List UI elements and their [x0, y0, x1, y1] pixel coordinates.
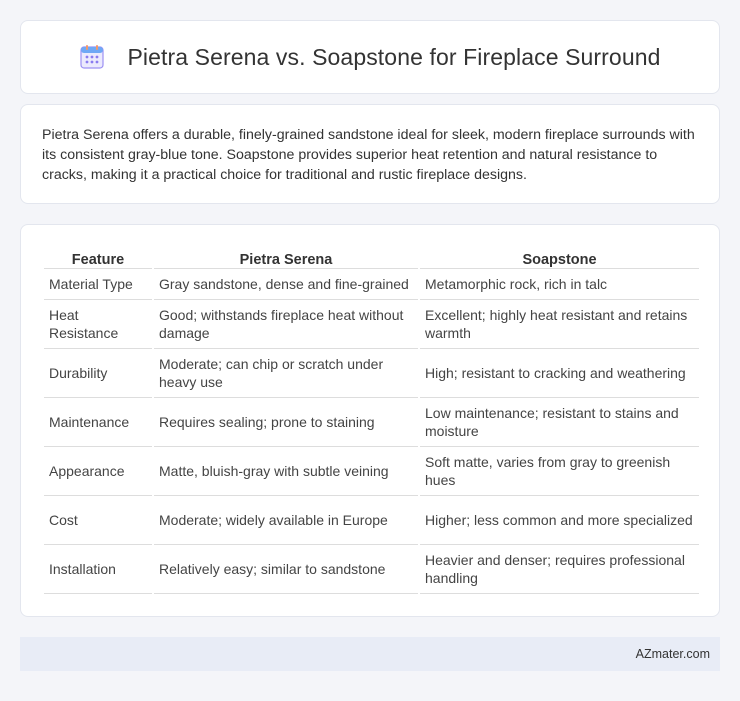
feature-cell: Cost — [44, 496, 152, 545]
page-title: Pietra Serena vs. Soapstone for Fireplace Surround — [127, 43, 661, 70]
soapstone-cell: Excellent; highly heat resistant and retains warmth — [420, 300, 699, 349]
pietra-serena-cell: Moderate; widely available in Europe — [154, 496, 418, 545]
header-soapstone: Soapstone — [420, 245, 699, 269]
footer-site-link[interactable]: AZmater.com — [635, 647, 710, 661]
pietra-serena-cell: Relatively easy; similar to sandstone — [154, 545, 418, 594]
table-row — [44, 269, 699, 300]
soapstone-cell: Low maintenance; resistant to stains and moisture — [420, 398, 699, 447]
pietra-serena-cell: Gray sandstone, dense and fine-grained — [154, 269, 418, 300]
title-row — [79, 44, 660, 71]
table-row — [44, 349, 699, 398]
intro-paragraph: Pietra Serena offers a durable, finely-grained sandstone ideal for sleek, modern fireplace surrounds with its consistent gray-blue tone. Soapstone provides superior heat retention and natural resistance to cracks, making it a practical choice for traditional and rustic fireplace designs. — [42, 127, 695, 183]
pietra-serena-cell: Moderate; can chip or scratch under heavy use — [154, 349, 418, 398]
feature-cell: Material Type — [44, 269, 152, 300]
comparison-card — [20, 224, 720, 617]
table-row — [44, 398, 699, 447]
soapstone-cell: High; resistant to cracking and weathering — [420, 349, 699, 398]
pietra-serena-cell: Matte, bluish-gray with subtle veining — [154, 447, 418, 496]
soapstone-cell: Metamorphic rock, rich in talc — [420, 269, 699, 300]
pietra-serena-cell: Requires sealing; prone to staining — [154, 398, 418, 447]
feature-cell: Appearance — [44, 447, 152, 496]
title-card — [20, 20, 720, 94]
table-row — [44, 545, 699, 594]
intro-card — [20, 104, 720, 204]
table-row — [44, 447, 699, 496]
header-feature: Feature — [44, 245, 152, 269]
feature-cell: Maintenance — [44, 398, 152, 447]
table-header-row — [44, 245, 699, 269]
calendar-icon — [79, 44, 105, 70]
feature-cell: Heat Resistance — [44, 300, 152, 349]
soapstone-cell: Higher; less common and more specialized — [420, 496, 699, 545]
header-pietra-serena: Pietra Serena — [154, 245, 418, 269]
footer-bar — [20, 637, 720, 671]
pietra-serena-cell: Good; withstands fireplace heat without damage — [154, 300, 418, 349]
comparison-table — [42, 245, 701, 594]
table-row — [44, 496, 699, 545]
soapstone-cell: Heavier and denser; requires professional handling — [420, 545, 699, 594]
table-row — [44, 300, 699, 349]
feature-cell: Installation — [44, 545, 152, 594]
feature-cell: Durability — [44, 349, 152, 398]
soapstone-cell: Soft matte, varies from gray to greenish hues — [420, 447, 699, 496]
